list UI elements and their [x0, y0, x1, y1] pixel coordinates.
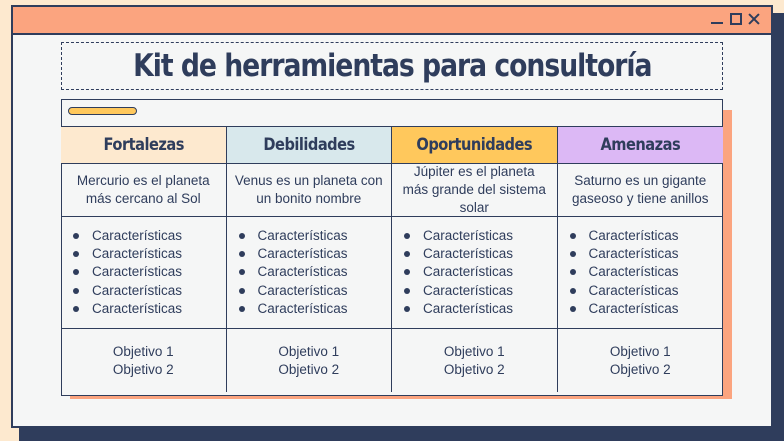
- feature-item: Características: [71, 300, 182, 318]
- feature-list-cell: [392, 216, 558, 328]
- column-header-fortalezas: [61, 126, 227, 163]
- objective-item: Objetivo 1: [112, 343, 174, 359]
- column-header-label: Debilidades: [263, 135, 355, 155]
- column-description: Júpiter es el planeta más grande del sistema solar: [392, 163, 558, 216]
- feature-item: Características: [71, 263, 182, 281]
- feature-list: [568, 227, 679, 318]
- feature-list-cell: [227, 216, 393, 328]
- objectives-cell: [61, 328, 227, 392]
- column-header-label: Oportunidades: [416, 135, 533, 155]
- feature-item: Características: [568, 282, 679, 300]
- feature-item: Características: [237, 227, 348, 245]
- column-header-label: Fortalezas: [103, 135, 184, 155]
- feature-item: Características: [402, 227, 513, 245]
- title-box: [61, 42, 723, 90]
- feature-item: Características: [402, 300, 513, 318]
- feature-item: Características: [568, 263, 679, 281]
- objective-item: Objetivo 1: [443, 343, 505, 359]
- objective-item: Objetivo 1: [278, 343, 340, 359]
- swot-table: [61, 126, 723, 392]
- objective-item: Objetivo 1: [609, 343, 671, 359]
- column-description: Venus es un planeta con un bonito nombre: [227, 163, 393, 216]
- page-title: Kit de herramientas para consultoría: [132, 48, 652, 84]
- title-bar: [13, 7, 771, 35]
- decorative-pill: [68, 107, 137, 115]
- objective-item: Objetivo 2: [609, 361, 671, 377]
- feature-list: [402, 227, 513, 318]
- feature-item: Características: [402, 263, 513, 281]
- objectives-cell: [227, 328, 393, 392]
- feature-list-cell: [558, 216, 724, 328]
- objective-item: Objetivo 2: [112, 361, 174, 377]
- feature-item: Características: [568, 245, 679, 263]
- objectives-cell: [558, 328, 724, 392]
- swot-table-card: [61, 99, 723, 396]
- feature-item: Características: [237, 263, 348, 281]
- feature-item: Características: [71, 245, 182, 263]
- objectives-cell: [392, 328, 558, 392]
- feature-item: Características: [568, 300, 679, 318]
- feature-list: [71, 227, 182, 318]
- feature-list: [237, 227, 348, 318]
- feature-item: Características: [71, 227, 182, 245]
- column-header-amenazas: [558, 126, 724, 163]
- feature-item: Características: [237, 245, 348, 263]
- column-description: Mercurio es el planeta más cercano al Sol: [61, 163, 227, 216]
- objective-item: Objetivo 2: [443, 361, 505, 377]
- column-header-label: Amenazas: [600, 135, 681, 155]
- minimize-icon[interactable]: [710, 12, 724, 26]
- feature-item: Características: [402, 282, 513, 300]
- close-icon[interactable]: [747, 12, 761, 26]
- objective-item: Objetivo 2: [278, 361, 340, 377]
- feature-item: Características: [237, 300, 348, 318]
- feature-list-cell: [61, 216, 227, 328]
- column-description: Saturno es un gigante gaseoso y tiene anillos: [558, 163, 724, 216]
- column-header-oportunidades: [392, 126, 558, 163]
- maximize-icon[interactable]: [729, 12, 743, 26]
- column-header-debilidades: [227, 126, 393, 163]
- app-window: [11, 5, 773, 428]
- feature-item: Características: [568, 227, 679, 245]
- feature-item: Características: [402, 245, 513, 263]
- feature-item: Características: [71, 282, 182, 300]
- feature-item: Características: [237, 282, 348, 300]
